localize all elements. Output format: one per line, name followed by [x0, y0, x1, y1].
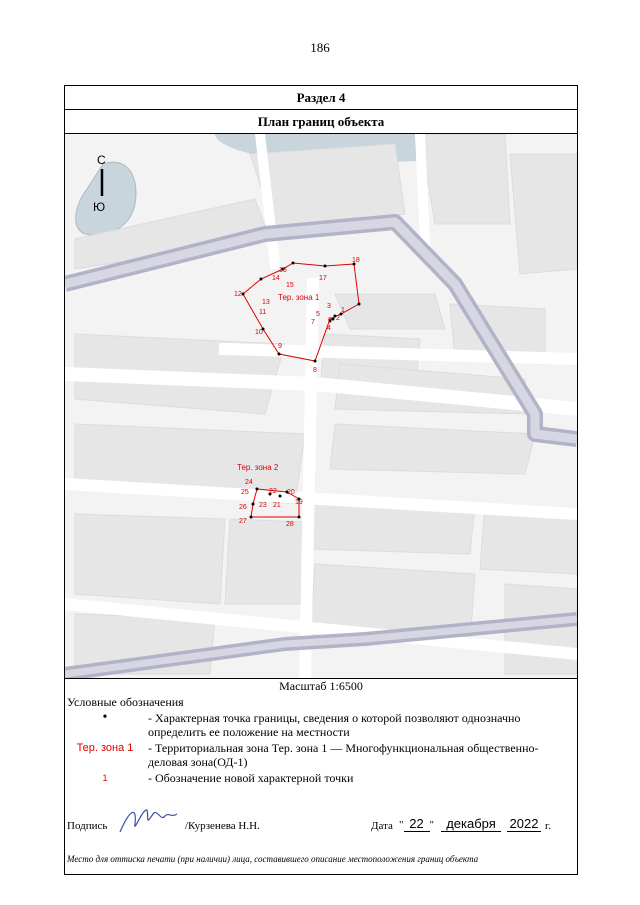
- point-label-4: 4: [327, 325, 331, 332]
- section-title: Раздел 4: [65, 86, 577, 110]
- point-label-19: 19: [295, 499, 303, 506]
- date-year-suffix: г.: [545, 820, 552, 832]
- point-label-6: 6: [328, 317, 332, 324]
- point-label-11: 11: [259, 309, 267, 316]
- plan-title: План границ объекта: [65, 110, 577, 134]
- point-label-24: 24: [245, 479, 253, 486]
- point-label-17: 17: [319, 275, 327, 282]
- map-scale: Масштаб 1:6500: [279, 679, 363, 693]
- signature-label: Подпись: [67, 820, 108, 832]
- legend-dot-icon: •: [102, 710, 108, 725]
- date-year: 2022: [507, 816, 541, 832]
- zone2-label: Тер. зона 2: [237, 463, 279, 472]
- point-label-8: 8: [313, 367, 317, 374]
- handwritten-signature-icon: [115, 804, 185, 836]
- point-label-25: 25: [241, 489, 249, 496]
- point-label-16: 16: [279, 267, 287, 274]
- point-label-1: 1: [341, 307, 345, 314]
- signer-name: /Курзенева Н.Н.: [185, 820, 260, 832]
- point-label-3: 3: [327, 303, 331, 310]
- compass-north: С: [97, 153, 106, 167]
- point-label-5: 5: [316, 311, 320, 318]
- boundary-map: [65, 134, 577, 679]
- point-label-28: 28: [286, 521, 294, 528]
- point-label-26: 26: [239, 504, 247, 511]
- legend-zone-text: - Территориальная зона Тер. зона 1 — Многофункциональная общественно-деловая зона(ОД-1): [148, 741, 539, 769]
- map-svg: [65, 134, 577, 679]
- date-day: 22: [404, 816, 430, 832]
- point-label-13: 13: [262, 299, 270, 306]
- point-label-18: 18: [352, 257, 360, 264]
- point-label-20: 20: [287, 489, 295, 496]
- legend-number-symbol: 1: [102, 773, 108, 783]
- point-label-22: 22: [269, 488, 277, 495]
- legend-number-text: - Обозначение новой характерной точки: [148, 771, 354, 785]
- zone1-label: Тер. зона 1: [278, 293, 320, 302]
- signature-block: Подпись /Курзенева Н.Н. Дата " 22 " декабря 2022 г.: [65, 804, 577, 834]
- point-label-15: 15: [286, 282, 294, 289]
- point-label-12: 12: [234, 291, 242, 298]
- point-label-7: 7: [311, 319, 315, 326]
- point-label-21: 21: [273, 502, 281, 509]
- document-frame: [64, 85, 578, 875]
- legend-zone-symbol: Тер. зона 1: [76, 742, 134, 754]
- legend-title: Условные обозначения: [67, 695, 184, 709]
- page-number: 186: [310, 40, 330, 55]
- point-label-2: 2: [336, 315, 340, 322]
- point-label-9: 9: [278, 343, 282, 350]
- point-label-27: 27: [239, 518, 247, 525]
- legend-dot-text: - Характерная точка границы, сведения о которой позволяют однозначно определить ее положение на местности: [148, 711, 521, 739]
- compass-south: Ю: [93, 200, 106, 214]
- date-month: декабря: [441, 816, 501, 832]
- point-label-23: 23: [259, 502, 267, 509]
- point-label-14: 14: [272, 275, 280, 282]
- point-label-10: 10: [255, 329, 263, 336]
- date-label: Дата: [371, 820, 393, 832]
- footer-note: Место для оттиска печати (при наличии) лица, составившего описание местоположения границ объекта: [67, 854, 479, 864]
